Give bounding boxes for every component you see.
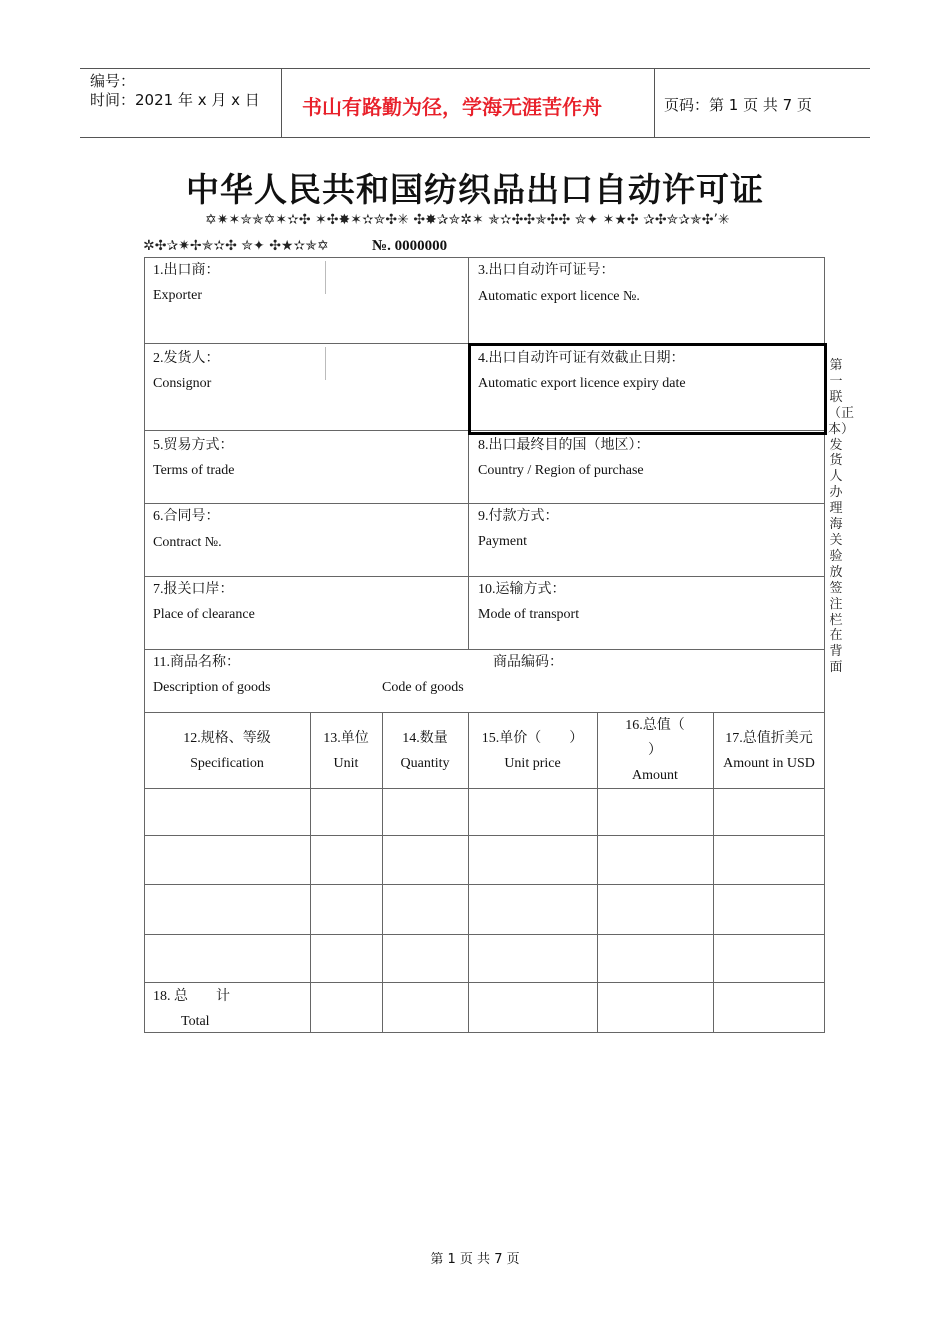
goods-description-label-cn: 11.商品名称： xyxy=(153,655,240,670)
page-footer: 第 1 页 共 7 页 xyxy=(430,1252,520,1267)
document-number: №. 0000000 xyxy=(372,238,448,254)
licence-number-field[interactable] xyxy=(478,262,640,306)
grid-line xyxy=(144,1032,825,1033)
serial-label: 编号： xyxy=(90,72,136,90)
consignor-label-en: Consignor xyxy=(153,376,212,391)
destination-label-cn: 8.出口最终目的国（地区）： xyxy=(478,438,650,453)
copy-side-note: 第一联（正本）发货人办理海关验放签注栏在背面 xyxy=(828,358,855,676)
transport-label-cn: 10.运输方式： xyxy=(478,582,566,597)
grid-line xyxy=(144,712,825,713)
document-title: 中华人民共和国纺织品出口自动许可证 xyxy=(186,170,764,209)
goods-code-label-en: Code of goods xyxy=(382,680,464,695)
destination-country-field[interactable] xyxy=(478,437,650,480)
grid-line xyxy=(144,576,825,577)
goods-description-label-en: Description of goods xyxy=(153,680,271,695)
clearance-label-en: Place of clearance xyxy=(153,607,255,622)
grid-line xyxy=(325,261,326,294)
goods-code-label-cn: 商品编码： xyxy=(493,655,563,670)
header-page-info: 页码：第 1 页 共 7 页 xyxy=(664,96,812,114)
document-subtitle: ✡✷✶✮✯✡✶✫✣ ✶✣✸✶✫✮✣✳ ✣✸✰✮✲✶ ✯✫✣✣✯✣✣ ✮✦ ✶★✣ ✰✣✮✰✯✣’✳ xyxy=(205,212,730,228)
grid-line xyxy=(144,649,825,650)
expiry-date-label-cn: 4.出口自动许可证有效截止日期： xyxy=(478,351,685,366)
destination-label-en: Country / Region of purchase xyxy=(478,463,644,478)
exporter-field[interactable] xyxy=(153,262,220,305)
grid-line xyxy=(144,257,825,258)
exporter-label-cn: 1.出口商： xyxy=(153,263,220,278)
document-header xyxy=(80,68,870,138)
payment-field[interactable] xyxy=(478,508,559,551)
header-meta xyxy=(90,72,260,110)
document-subtitle-continued: ✲✣✰✷✢✯✫✣ ✮✦ ✣★✫✯✡ xyxy=(143,238,329,254)
date-label: 时间：2021 年 x 月 x 日 xyxy=(90,91,260,109)
total-label-cn: 18. 总 计 xyxy=(153,989,230,1004)
contract-number-field[interactable] xyxy=(153,508,222,552)
table-row[interactable] xyxy=(145,885,824,934)
contract-label-en: Contract №. xyxy=(153,535,222,550)
grid-line xyxy=(144,503,825,504)
licence-form xyxy=(144,257,825,1033)
column-header-amount-usd: 17.总值折美元 Amount in USD xyxy=(723,731,815,771)
table-row[interactable] xyxy=(145,789,824,835)
column-header-quantity: 14.数量 Quantity xyxy=(400,731,450,771)
payment-label-en: Payment xyxy=(478,534,527,549)
transport-label-en: Mode of transport xyxy=(478,607,580,622)
total-label-en: Total xyxy=(181,1014,210,1029)
mode-of-transport-field[interactable] xyxy=(478,581,579,624)
expiry-date-field xyxy=(478,350,686,393)
grid-line xyxy=(144,982,825,983)
table-row[interactable] xyxy=(145,836,824,884)
exporter-label-en: Exporter xyxy=(153,288,202,303)
grid-line xyxy=(468,257,469,649)
header-divider xyxy=(281,69,282,137)
licence-number-label-cn: 3.出口自动许可证号： xyxy=(478,263,615,278)
header-divider xyxy=(654,69,655,137)
column-header-unit: 13.单位 Unit xyxy=(323,731,369,771)
payment-label-cn: 9.付款方式： xyxy=(478,509,559,524)
licence-number-label-en: Automatic export licence №. xyxy=(478,289,640,304)
grid-line xyxy=(325,347,326,380)
terms-of-trade-field[interactable] xyxy=(153,437,234,480)
place-of-clearance-field[interactable] xyxy=(153,581,255,624)
expiry-date-label-en: Automatic export licence expiry date xyxy=(478,376,686,391)
header-motto: 书山有路勤为径，学海无涯苦作舟 xyxy=(302,95,602,119)
column-header-unit-price: 15.单价（ ） Unit price xyxy=(481,731,584,771)
column-header-amount: 16.总值（ ） Amount xyxy=(625,718,685,783)
consignor-label-cn: 2.发货人： xyxy=(153,351,220,366)
clearance-label-cn: 7.报关口岸： xyxy=(153,582,234,597)
contract-label-cn: 6.合同号： xyxy=(153,509,220,524)
column-header-specification: 12.规格、等级 Specification xyxy=(183,731,271,771)
table-row[interactable] xyxy=(145,935,824,982)
consignor-field[interactable] xyxy=(153,350,220,393)
terms-label-cn: 5.贸易方式： xyxy=(153,438,234,453)
terms-label-en: Terms of trade xyxy=(153,463,235,478)
